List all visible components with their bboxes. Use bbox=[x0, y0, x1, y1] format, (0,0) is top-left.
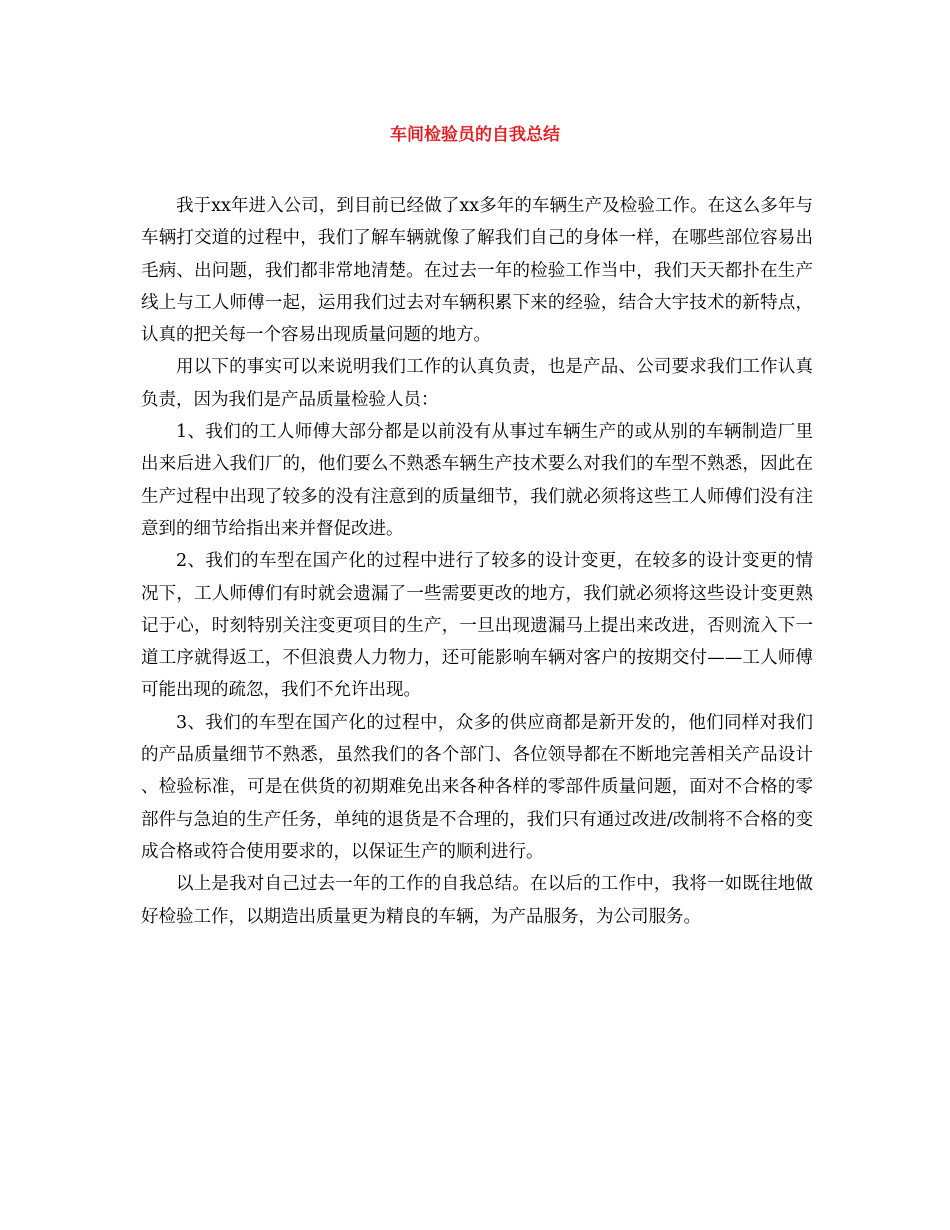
paragraph-intro: 我于xx年进入公司，到目前已经做了xx多年的车辆生产及检验工作。在这么多年与车辆打交道的过程中，我们了解车辆就像了解我们自己的身体一样，在哪些部位容易出毛病、出问题，我们都非常地清楚。在过去一年的检验工作当中，我们天天都扑在生产线上与工人师傅一起，运用我们过去对车辆积累下来的经验，结合大宇技术的新特点，认真的把关每一个容易出现质量问题的地方。 bbox=[141, 196, 813, 346]
paragraph-conclusion: 以上是我对自己过去一年的工作的自我总结。在以后的工作中，我将一如既往地做好检验工作，以期造出质量更为精良的车辆，为产品服务，为公司服务。 bbox=[141, 874, 813, 927]
paragraph-point-3: 3、我们的车型在国产化的过程中，众多的供应商都是新开发的，他们同样对我们的产品质量细节不熟悉，虽然我们的各个部门、各位领导都在不断地完善相关产品设计、检验标准，可是在供货的初期难免出来各种各样的零部件质量问题，面对不合格的零部件与急迫的生产任务，单纯的退货是不合理的，我们只有通过改进/改制将不合格的变成合格或符合使用要求的，以保证生产的顺利进行。 bbox=[141, 712, 813, 862]
document-title: 车间检验员的自我总结 bbox=[390, 125, 560, 145]
paragraph-point-2: 2、我们的车型在国产化的过程中进行了较多的设计变更，在较多的设计变更的情况下，工人师傅们有时就会遗漏了一些需要更改的地方，我们就必须将这些设计变更熟记于心，时刻特别关注变更项目的生产，一旦出现遗漏马上提出来改进，否则流入下一道工序就得返工，不但浪费人力物力，还可能影响车辆对客户的按期交付——工人师傅可能出现的疏忽，我们不允许出现。 bbox=[141, 551, 813, 701]
paragraph-point-1: 1、我们的工人师傅大部分都是以前没有从事过车辆生产的或从别的车辆制造厂里出来后进入我们厂的，他们要么不熟悉车辆生产技术要么对我们的车型不熟悉，因此在生产过程中出现了较多的没有注意到的质量细节，我们就必须将这些工人师傅们没有注意到的细节给指出来并督促改进。 bbox=[141, 422, 813, 539]
paragraph-facts-lead: 用以下的事实可以来说明我们工作的认真负责，也是产品、公司要求我们工作认真负责，因为我们是产品质量检验人员： bbox=[141, 357, 813, 410]
document-body bbox=[141, 190, 813, 933]
